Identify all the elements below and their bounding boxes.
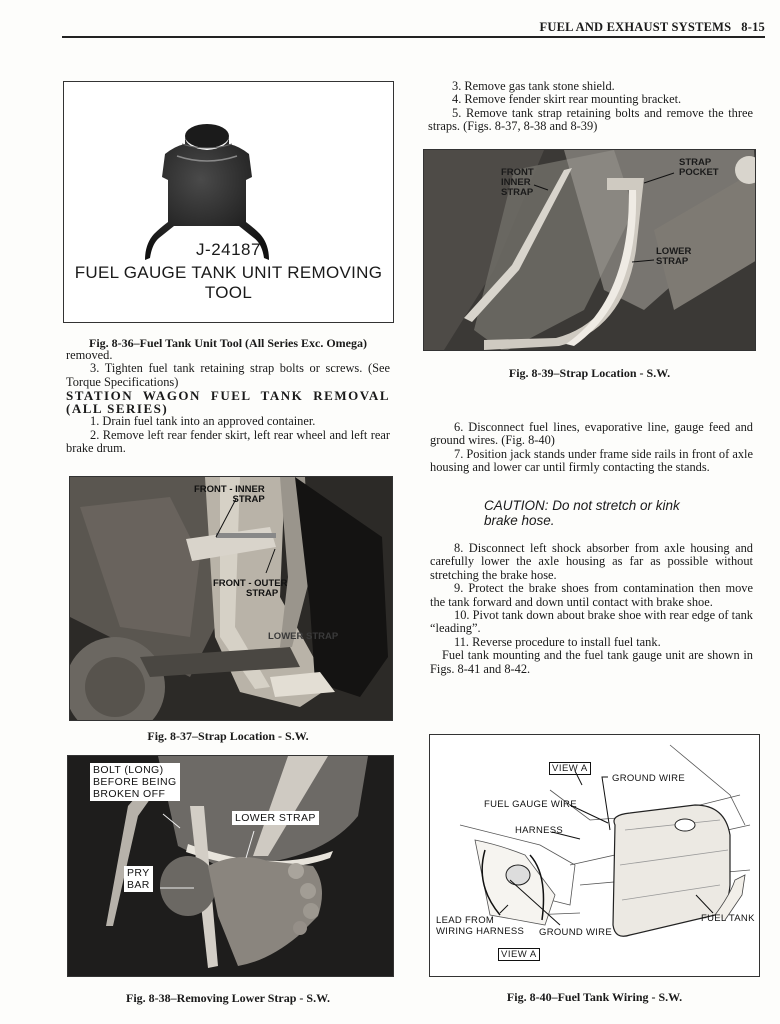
figure-8-39-caption: Fig. 8-39–Strap Location - S.W. xyxy=(508,366,671,380)
right-column-text-lower xyxy=(430,542,753,676)
step-6: 6. Disconnect fuel lines, evaporative line, gauge feed and ground wires. (Fig. 8-40) xyxy=(430,420,753,448)
label-ground-wire-bottom: GROUND WIRE xyxy=(539,927,612,938)
figure-8-38-photo xyxy=(67,755,394,977)
label-bolt-long: BOLT (LONG) BEFORE BEING BROKEN OFF xyxy=(90,763,180,801)
step-7: 7. Position jack stands under frame side rails in front of axle housing and lower car until firmly contacting the stands. xyxy=(430,446,753,475)
label-fuel-tank: FUEL TANK xyxy=(701,913,755,924)
left-column-text xyxy=(66,349,390,455)
step-11: 11. Reverse procedure to install fuel tank. xyxy=(454,634,661,649)
strap-location-photo xyxy=(70,477,393,721)
page-header xyxy=(62,20,765,38)
figure-8-36-tool-illustration xyxy=(63,81,394,323)
tool-name: FUEL GAUGE TANK UNIT REMOVING TOOL xyxy=(74,263,383,302)
caution-note xyxy=(484,498,744,528)
label-lower-strap: LOWER STRAP xyxy=(656,246,692,267)
label-strap-pocket: STRAP POCKET xyxy=(679,157,719,178)
step-5: 5. Remove tank strap retaining bolts and remove the three straps. (Figs. 8-37, 8-38 and 8-39) xyxy=(428,105,753,134)
view-a-label-top: VIEW A xyxy=(549,762,591,775)
right-column-text-top xyxy=(428,80,753,134)
fuel-tank-wiring-drawing xyxy=(430,735,760,977)
step-10: 10. Pivot tank down about brake shoe with rear edge of tank “leading”. xyxy=(430,608,753,636)
label-lower-strap: LOWER STRAP xyxy=(268,631,339,642)
label-lead-from-wiring-harness: LEAD FROM WIRING HARNESS xyxy=(436,915,525,937)
continued-text: removed. xyxy=(66,348,113,362)
strap-location-photo-2 xyxy=(424,150,756,351)
step-2: 2. Remove left rear fender skirt, left rear wheel and left rear brake drum. xyxy=(66,427,390,456)
page-number: 8-15 xyxy=(741,20,765,34)
closing-note: Fuel tank mounting and the fuel tank gauge unit are shown in Figs. 8-41 and 8-42. xyxy=(430,648,753,676)
label-fuel-gauge-wire: FUEL GAUGE WIRE xyxy=(484,799,577,810)
caution-line-2: brake hose. xyxy=(484,513,555,528)
section-heading: STATION WAGON FUEL TANK REMOVAL (ALL SERIES) xyxy=(66,388,390,417)
step-4: 4. Remove fender skirt rear mounting bracket. xyxy=(452,92,682,107)
label-harness: HARNESS xyxy=(515,825,564,836)
step-1: 1. Drain fuel tank into an approved container. xyxy=(90,414,316,429)
figure-8-40-diagram xyxy=(429,734,760,977)
figure-8-39-photo xyxy=(423,149,756,351)
caution-line-1: CAUTION: Do not stretch or kink xyxy=(484,498,680,513)
figure-8-38-caption: Fig. 8-38–Removing Lower Strap - S.W. xyxy=(126,991,330,1005)
figure-8-40-caption: Fig. 8-40–Fuel Tank Wiring - S.W. xyxy=(506,990,683,1004)
label-ground-wire-top: GROUND WIRE xyxy=(612,773,685,784)
right-column-text-middle xyxy=(430,421,753,475)
label-front-outer-strap: FRONT - OUTER STRAP xyxy=(213,578,288,599)
figure-8-36-caption: Fig. 8-36–Fuel Tank Unit Tool (All Series Exc. Omega) xyxy=(88,336,367,350)
view-a-label-bottom: VIEW A xyxy=(498,948,540,961)
tool-number: J-24187 xyxy=(196,240,261,259)
label-front-inner-strap: FRONT INNER STRAP xyxy=(501,167,534,198)
label-front-inner-strap: FRONT - INNER STRAP xyxy=(194,484,265,505)
figure-8-37-caption: Fig. 8-37–Strap Location - S.W. xyxy=(147,729,309,743)
step-8: 8. Disconnect left shock absorber from axle housing and carefully lower the axle housing as far as possible without stretching the brake hose. xyxy=(430,541,753,582)
step-3-right: 3. Remove gas tank stone shield. xyxy=(452,79,615,93)
running-head xyxy=(540,20,765,35)
section-title: FUEL AND EXHAUST SYSTEMS xyxy=(539,20,732,34)
step-3-left: 3. Tighten fuel tank retaining strap bolts or screws. (See Torque Specifications) xyxy=(66,361,390,389)
label-lower-strap: LOWER STRAP xyxy=(232,811,319,825)
label-pry-bar: PRY BAR xyxy=(124,866,153,892)
step-9: 9. Protect the brake shoes from contamination then move the tank forward and down until contact with brake shoe. xyxy=(430,581,753,609)
figure-8-37-photo xyxy=(69,476,393,721)
